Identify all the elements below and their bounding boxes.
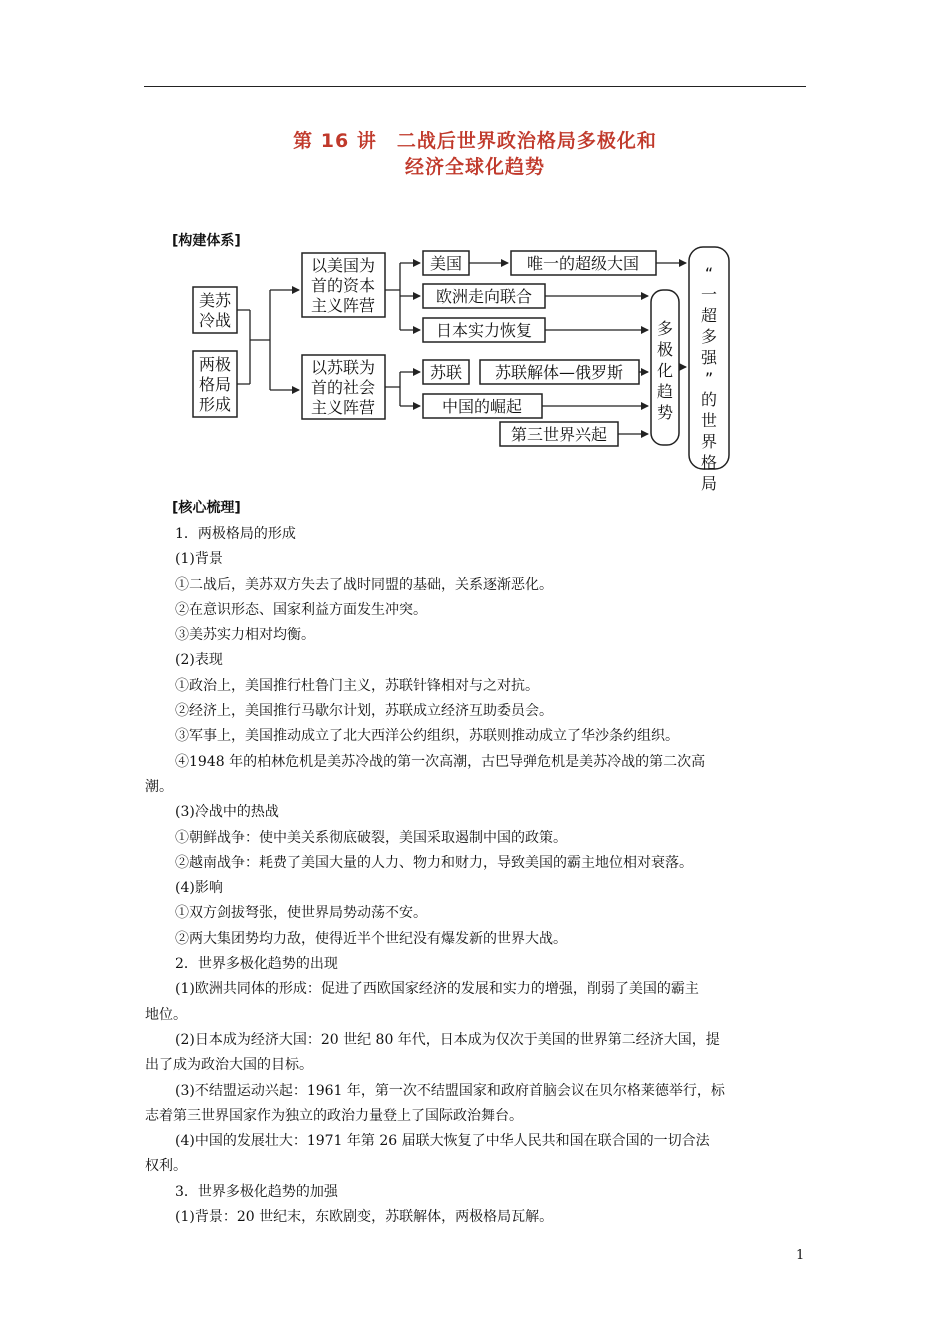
concept-diagram bbox=[0, 0, 950, 500]
body-line: ②经济上，美国推行马歇尔计划，苏联成立经济互助委员会。 bbox=[175, 703, 553, 720]
label-socialist-1: 以苏联为 bbox=[310, 358, 376, 377]
body-line: 出了成为政治大国的目标。 bbox=[145, 1057, 313, 1074]
body-line: 1．两极格局的形成 bbox=[175, 526, 296, 542]
label-capitalist-3: 主义阵营 bbox=[310, 296, 376, 315]
body-line: ①二战后，美苏双方失去了战时同盟的基础，关系逐渐恶化。 bbox=[175, 576, 553, 593]
vertical-char: “ bbox=[704, 264, 714, 283]
body-line: ①政治上，美国推行杜鲁门主义，苏联针锋相对与之对抗。 bbox=[175, 677, 539, 694]
label-japan: 日本实力恢复 bbox=[435, 321, 533, 340]
body-line: ③军事上，美国推动成立了北大西洋公约组织，苏联则推动成立了华沙条约组织。 bbox=[175, 728, 679, 745]
vertical-char: 势 bbox=[656, 403, 674, 422]
label-europe: 欧洲走向联合 bbox=[435, 287, 533, 306]
vertical-char: 极 bbox=[656, 340, 674, 359]
body-line: 3．世界多极化趋势的加强 bbox=[175, 1183, 338, 1200]
vertical-char: 一 bbox=[700, 285, 718, 304]
lesson-title-line1: 第 16 讲 二战后世界政治格局多极化和 bbox=[293, 130, 657, 152]
label-bipolar-2: 格局 bbox=[198, 375, 232, 394]
vertical-char: 化 bbox=[656, 361, 674, 380]
vertical-char: 多 bbox=[656, 319, 674, 338]
body-line: ③美苏实力相对均衡。 bbox=[175, 627, 315, 644]
vertical-char: 格 bbox=[700, 453, 718, 472]
body-line: 2．世界多极化趋势的出现 bbox=[175, 956, 338, 973]
label-china: 中国的崛起 bbox=[441, 397, 523, 416]
vertical-char: 超 bbox=[700, 306, 718, 325]
label-usa: 美国 bbox=[429, 254, 463, 273]
label-socialist-2: 首的社会 bbox=[310, 378, 376, 397]
body-line: (1)背景 bbox=[175, 551, 223, 568]
body-line: ②两大集团势均力敌，使得近半个世纪没有爆发新的世界大战。 bbox=[175, 930, 567, 947]
body-line: ④1948 年的柏林危机是美苏冷战的第一次高潮，古巴导弹危机是美苏冷战的第二次高 bbox=[175, 753, 706, 770]
lesson-title-line2: 经济全球化趋势 bbox=[404, 156, 545, 178]
body-line: ②在意识形态、国家利益方面发生冲突。 bbox=[175, 601, 427, 618]
body-line: (2)日本成为经济大国：20 世纪 80 年代，日本成为仅次于美国的世界第二经济大国，提 bbox=[175, 1031, 720, 1048]
vertical-char: 世 bbox=[700, 411, 718, 430]
label-cold-war-1: 美苏 bbox=[198, 291, 232, 310]
label-superpower: 唯一的超级大国 bbox=[526, 254, 640, 273]
section-heading-core: [核心梳理] bbox=[172, 500, 241, 516]
label-third-world: 第三世界兴起 bbox=[510, 425, 608, 444]
vertical-char: 局 bbox=[700, 474, 718, 493]
label-capitalist-1: 以美国为 bbox=[310, 256, 376, 275]
label-ussr: 苏联 bbox=[429, 363, 463, 382]
label-cold-war-2: 冷战 bbox=[198, 311, 232, 330]
page-number: 1 bbox=[796, 1248, 805, 1263]
label-capitalist-2: 首的资本 bbox=[310, 276, 376, 295]
body-line: (4)中国的发展壮大：1971 年第 26 届联大恢复了中华人民共和国在联合国的一切合法 bbox=[175, 1133, 710, 1150]
vertical-char: 多 bbox=[700, 327, 718, 346]
body-line: ①双方剑拔弩张，使世界局势动荡不安。 bbox=[175, 905, 427, 922]
section-heading-system: [构建体系] bbox=[172, 233, 241, 249]
body-line: ②越南战争：耗费了美国大量的人力、物力和财力，导致美国的霸主地位相对衰落。 bbox=[175, 854, 693, 871]
vertical-char: 趋 bbox=[656, 382, 674, 401]
body-line: (4)影响 bbox=[175, 880, 223, 897]
body-line: (1)欧洲共同体的形成：促进了西欧国家经济的发展和实力的增强，削弱了美国的霸主 bbox=[175, 981, 699, 998]
body-line: 潮。 bbox=[145, 778, 173, 795]
vertical-char: 界 bbox=[700, 432, 718, 451]
vertical-char: 强 bbox=[700, 348, 718, 367]
label-multipolar bbox=[657, 319, 673, 422]
body-line: (3)冷战中的热战 bbox=[175, 804, 279, 821]
label-bipolar-1: 两极 bbox=[198, 355, 232, 374]
core-content bbox=[145, 522, 807, 1230]
body-line: (1)背景：20 世纪末，东欧剧变，苏联解体，两极格局瓦解。 bbox=[175, 1209, 554, 1226]
label-bipolar-3: 形成 bbox=[198, 395, 232, 414]
body-line: 地位。 bbox=[145, 1006, 187, 1023]
label-socialist-3: 主义阵营 bbox=[310, 398, 376, 417]
vertical-char: ” bbox=[704, 369, 714, 388]
body-line: (2)表现 bbox=[175, 652, 223, 669]
label-ussr-dissolve: 苏联解体—俄罗斯 bbox=[494, 363, 624, 382]
body-line: 权利。 bbox=[145, 1158, 187, 1175]
body-line: (3)不结盟运动兴起：1961 年，第一次不结盟国家和政府首脑会议在贝尔格莱德举行，标 bbox=[175, 1082, 725, 1099]
vertical-char: 的 bbox=[700, 390, 718, 409]
body-line: 志着第三世界国家作为独立的政治力量登上了国际政治舞台。 bbox=[145, 1107, 523, 1124]
body-line: ①朝鲜战争：使中美关系彻底破裂，美国采取遏制中国的政策。 bbox=[175, 829, 567, 846]
